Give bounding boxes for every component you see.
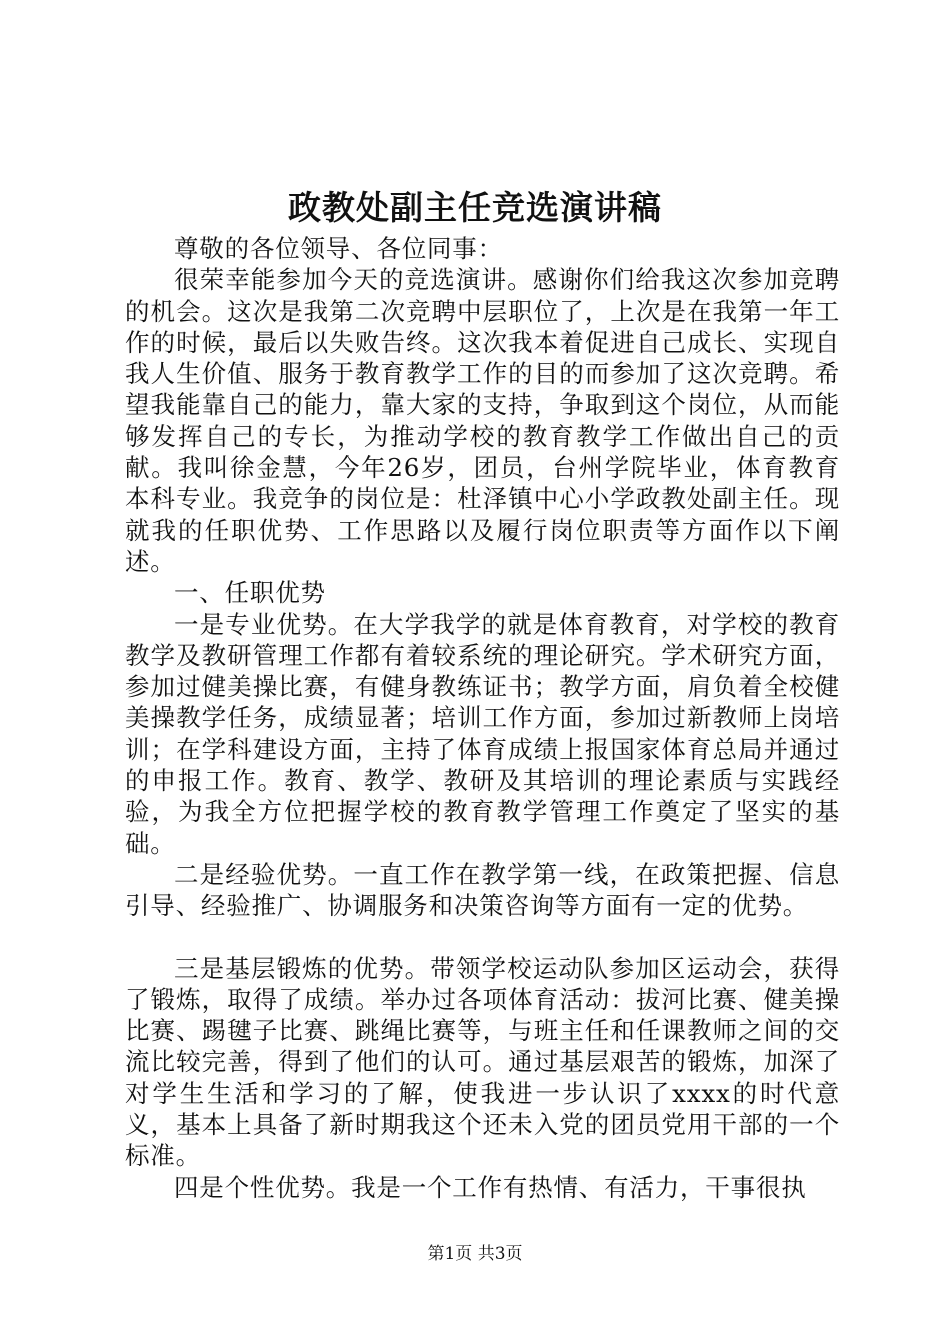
page-footer: 第1页 共3页 (427, 1244, 523, 1264)
section-heading: 一、任职优势 (174, 578, 326, 608)
professional-advantage-paragraph: 一是专业优势。在大学我学的就是体育教育，对学校的教育教学及教研管理工作都有着较系统的理论研究。学术研究方面，参加过健美操比赛，有健身教练证书；教学方面，肩负着全校健美操教学任务，成绩显著；培训工作方面，参加过新教师上岗培训；在学科建设方面，主持了体育成绩上报国家体育总局并通过的申报工作。教育、教学、教研及其培训的理论素质与实践经验，为我全方位把握学校的教育教学管理工作奠定了坚实的基础。 (125, 609, 840, 858)
document-body (125, 233, 840, 1203)
grassroots-advantage-paragraph: 三是基层锻炼的优势。带领学校运动队参加区运动会，获得了锻炼，取得了成绩。举办过各项体育活动：拔河比赛、健美操比赛、踢毽子比赛、跳绳比赛等，与班主任和任课教师之间的交流比较完善，得到了他们的认可。通过基层艰苦的锻炼，加深了对学生生活和学习的了解，使我进一步认识了xxxx的时代意义，基本上具备了新时期我这个还未入党的团员党用干部的一个标准。 (125, 953, 840, 1171)
experience-advantage-paragraph: 二是经验优势。一直工作在教学第一线，在政策把握、信息引导、经验推广、协调服务和决策咨询等方面有一定的优势。 (125, 859, 840, 921)
intro-paragraph: 很荣幸能参加今天的竞选演讲。感谢你们给我这次参加竞聘的机会。这次是我第二次竞聘中层职位了，上次是在我第一年工作的时候，最后以失败告终。这次我本着促进自己成长、实现自我人生价值、服务于教育教学工作的目的而参加了这次竞聘。希望我能靠自己的能力，靠大家的支持，争取到这个岗位，从而能够发挥自己的专长，为推动学校的教育教学工作做出自己的贡献。我叫徐金慧，今年26岁，团员，台州学院毕业，体育教育本科专业。我竞争的岗位是：杜泽镇中心小学政教处副主任。现就我的任职优势、工作思路以及履行岗位职责等方面作以下阐述。 (125, 265, 840, 576)
document-title: 政教处副主任竞选演讲稿 (288, 188, 662, 227)
personality-advantage-paragraph: 四是个性优势。我是一个工作有热情、有活力，干事很执 (174, 1172, 807, 1202)
salutation-paragraph: 尊敬的各位领导、各位同事： (174, 234, 503, 263)
